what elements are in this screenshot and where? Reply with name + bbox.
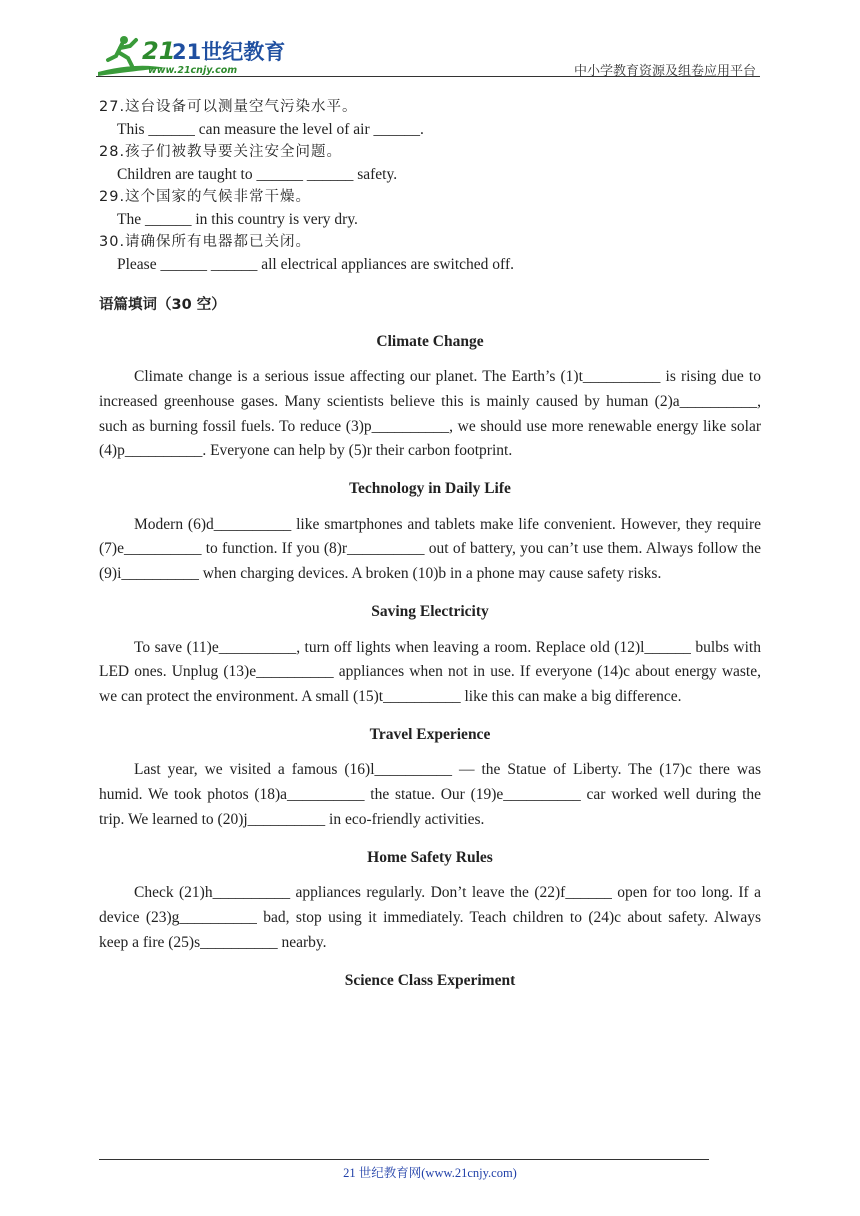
question-27-chinese: 27.这台设备可以测量空气污染水平。 — [99, 99, 358, 115]
site-logo[interactable] — [96, 32, 286, 78]
passage-body: To save (11)e__________, turn off lights when leaving a room. Replace old (12)l______ bulbs with LED ones. Unplug (13)e__________ appliances when not in use. If everyone (14)c about energy waste, we can protect the environment. A small (15)t__________ like this can make a big difference. — [99, 638, 761, 706]
passage-body: Modern (6)d__________ like smartphones and tablets make life convenient. However, they require (7)e__________ to function. If you (8)r__________ out of battery, you can’t use them. Always follow the (9)i__________ when charging devices. A broken (10)b in a phone may cause safety risks. — [99, 515, 761, 583]
logo-url: www.21cnjy.com — [148, 65, 238, 76]
passage-title: Saving Electricity — [371, 603, 489, 621]
logo-text: 21世纪教育 — [172, 40, 286, 64]
svg-text:21: 21 — [142, 37, 176, 65]
passage-title: Science Class Experiment — [344, 971, 516, 989]
question-27-english: This ______ can measure the level of air ______. — [117, 120, 424, 138]
passage-home-safety — [99, 847, 761, 956]
question-29-chinese: 29.这个国家的气候非常干燥。 — [99, 189, 312, 205]
passage-saving-electricity — [99, 601, 761, 710]
runner-logo-icon — [96, 32, 286, 78]
passage-technology — [99, 478, 761, 587]
passage-title: Travel Experience — [369, 725, 491, 743]
passage-title: Climate Change — [376, 332, 484, 350]
section-title: 语篇填词（30 空） — [99, 297, 226, 313]
question-30-english: Please ______ ______ all electrical appliances are switched off. — [117, 255, 514, 273]
passage-body: Climate change is a serious issue affecting our planet. The Earth’s (1)t__________ is rising due to increased greenhouse gases. Many scientists believe this is mainly caused by human (2)a__________, such as burning fossil fuels. To reduce (3)p__________, we should use more renewable energy like solar (4)p__________. Everyone can help by (5)r their carbon footprint. — [99, 368, 761, 460]
passage-travel-experience — [99, 724, 761, 833]
footer-divider — [99, 1159, 709, 1160]
footer-link[interactable]: 21 世纪教育网(www.21cnjy.com) — [343, 1166, 517, 1180]
document-body — [99, 96, 761, 1004]
translation-questions — [99, 96, 761, 276]
header-divider — [96, 76, 760, 77]
passage-title: Technology in Daily Life — [349, 480, 511, 498]
question-28-english: Children are taught to ______ ______ safety. — [117, 165, 398, 183]
passage-body: Last year, we visited a famous (16)l__________ — the Statue of Liberty. The (17)c there was humid. We took photos (18)a__________ the statue. Our (19)e__________ car worked well during the trip. We learned to (20)j__________ in eco-friendly activities. — [99, 761, 761, 829]
passage-body: Check (21)h__________ appliances regularly. Don’t leave the (22)f______ open for too long. If a device (23)g__________ bad, stop using it immediately. Teach children to (24)c about safety. Always keep a fire (25)s__________ nearby. — [99, 884, 761, 951]
passage-climate-change — [99, 331, 761, 465]
page-header — [0, 0, 860, 80]
question-30-chinese: 30.请确保所有电器都已关闭。 — [99, 234, 312, 250]
question-29-english: The ______ in this country is very dry. — [117, 210, 358, 228]
passage-science-class — [99, 970, 761, 993]
question-28-chinese: 28.孩子们被教导要关注安全问题。 — [99, 144, 343, 160]
header-platform-text: 中小学教育资源及组卷应用平台 — [573, 64, 756, 79]
passage-title: Home Safety Rules — [367, 848, 493, 866]
